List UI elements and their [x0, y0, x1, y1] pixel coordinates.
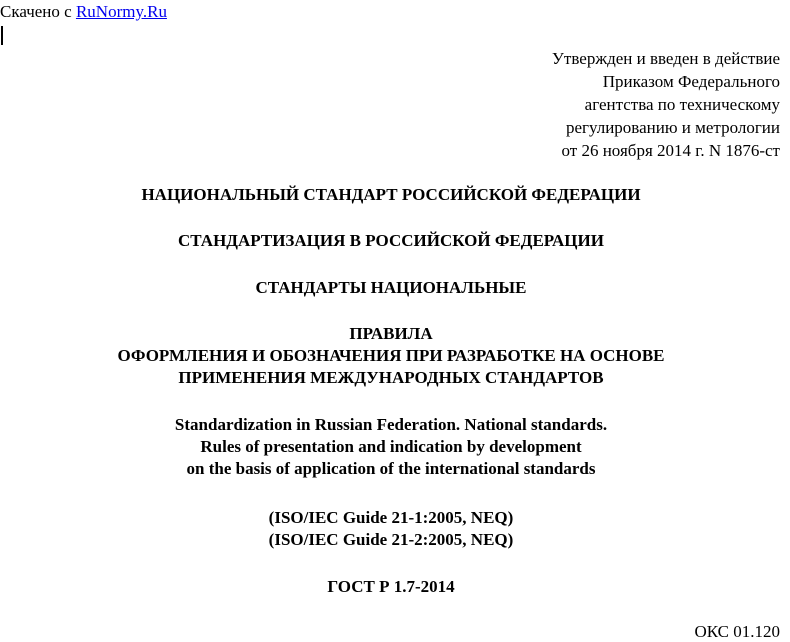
english-title-line: on the basis of application of the international standards — [186, 459, 596, 478]
approval-block — [552, 47, 780, 162]
text-cursor — [1, 26, 3, 45]
gost-number-text: ГОСТ Р 1.7-2014 — [327, 577, 455, 596]
national-standard-heading — [0, 184, 782, 206]
approval-line: от 26 ноября 2014 г. N 1876-ст — [561, 141, 780, 160]
heading-text: СТАНДАРТЫ НАЦИОНАЛЬНЫЕ — [255, 278, 527, 297]
english-title — [0, 414, 782, 480]
approval-line: Утвержден и введен в действие — [551, 49, 780, 68]
heading-text: НАЦИОНАЛЬНЫЙ СТАНДАРТ РОССИЙСКОЙ ФЕДЕРАЦИИ — [141, 185, 641, 204]
iso-references — [0, 507, 782, 551]
heading-text: СТАНДАРТИЗАЦИЯ В РОССИЙСКОЙ ФЕДЕРАЦИИ — [178, 231, 604, 250]
rules-title — [0, 323, 782, 389]
approval-line: агентства по техническому — [584, 95, 780, 114]
approval-line: Приказом Федерального — [602, 72, 780, 91]
rules-title-line: ПРИМЕНЕНИЯ МЕЖДУНАРОДНЫХ СТАНДАРТОВ — [178, 368, 604, 387]
runormy-link[interactable]: RuNormy.Ru — [75, 2, 167, 21]
rules-title-line: ОФОРМЛЕНИЯ И ОБОЗНАЧЕНИЯ ПРИ РАЗРАБОТКЕ НА ОСНОВЕ — [117, 346, 665, 365]
iso-reference: (ISO/IEC Guide 21-1:2005, NEQ) — [268, 508, 514, 527]
downloaded-from-notice — [0, 2, 167, 22]
national-standards-heading — [0, 277, 782, 299]
gost-number — [0, 576, 782, 598]
english-title-line: Rules of presentation and indication by development — [200, 437, 582, 456]
approval-line: регулированию и метрологии — [565, 118, 780, 137]
downloaded-prefix: Скачено с — [0, 2, 76, 21]
iso-reference: (ISO/IEC Guide 21-2:2005, NEQ) — [268, 530, 514, 549]
english-title-line: Standardization in Russian Federation. National standards. — [174, 415, 608, 434]
rules-title-line: ПРАВИЛА — [349, 324, 433, 343]
oks-code: ОКС 01.120 — [694, 622, 780, 641]
standardization-heading — [0, 230, 782, 252]
